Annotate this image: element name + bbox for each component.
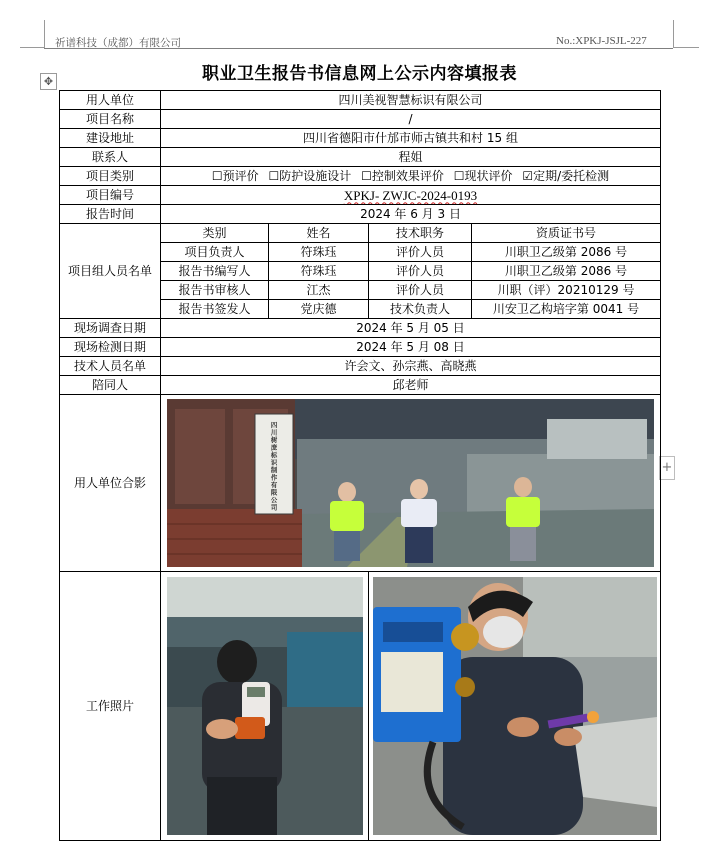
table-row	[60, 110, 661, 129]
table-row	[60, 167, 661, 186]
address-value[interactable]: 四川省德阳市什邡市师古镇共和村 15 组	[161, 129, 661, 148]
report-date-value[interactable]: 2024 年 6 月 3 日	[161, 205, 661, 224]
crop-mark	[20, 47, 44, 48]
crop-mark	[673, 47, 699, 48]
work-photo-noise-measurement[interactable]	[167, 577, 363, 835]
checkbox-empty-icon[interactable]: ☐	[453, 168, 465, 183]
team-cell-name[interactable]: 符珠珏	[269, 243, 369, 262]
project-number-text: XPKJ- ZWJC-2024-0193	[343, 187, 478, 203]
contact-label: 联系人	[60, 148, 161, 167]
table-move-handle-icon[interactable]: ✥	[40, 73, 57, 90]
sign-character: 制	[270, 466, 278, 474]
table-row	[60, 186, 661, 205]
crop-mark	[673, 20, 674, 48]
team-cell-name[interactable]: 符珠珏	[269, 262, 369, 281]
table-row	[60, 376, 661, 395]
work-photo-cell-right	[369, 572, 661, 841]
team-cell-role[interactable]: 报告书编写人	[161, 262, 269, 281]
testing-date-value[interactable]: 2024 年 5 月 08 日	[161, 338, 661, 357]
table-row	[60, 91, 661, 110]
add-column-icon[interactable]: +	[659, 456, 675, 480]
header-company: 祈谱科技（成都）有限公司	[55, 37, 181, 49]
work-photo-welding-sampling[interactable]	[373, 577, 657, 835]
employer-value[interactable]: 四川美视智慧标识有限公司	[161, 91, 661, 110]
team-label: 项目组人员名单	[60, 224, 161, 319]
team-cell-title[interactable]: 评价人员	[369, 262, 472, 281]
sign-character: 川	[270, 428, 278, 437]
group-photo[interactable]	[167, 399, 654, 567]
sign-character: 限	[270, 488, 278, 497]
table-row	[60, 338, 661, 357]
team-cell-title[interactable]: 评价人员	[369, 243, 472, 262]
technicians-label: 技术人员名单	[60, 357, 161, 376]
team-cell-certificate[interactable]: 川职卫乙级第 2086 号	[472, 262, 661, 281]
table-row	[60, 357, 661, 376]
address-label: 建设地址	[60, 129, 161, 148]
team-cell-role[interactable]: 报告书审核人	[161, 281, 269, 300]
report-date-label: 报告时间	[60, 205, 161, 224]
team-cell-certificate[interactable]: 川职（评）20210129 号	[472, 281, 661, 300]
checkbox-empty-icon[interactable]: ☐	[211, 168, 223, 183]
sign-character: 司	[270, 503, 278, 512]
table-row	[60, 205, 661, 224]
group-photo-cell	[161, 395, 661, 572]
document-title: 职业卫生报告书信息网上公示内容填报表	[202, 64, 517, 84]
team-cell-title[interactable]: 技术负责人	[369, 300, 472, 319]
team-cell-role[interactable]: 项目负责人	[161, 243, 269, 262]
team-header-certificate: 资质证书号	[472, 224, 661, 243]
header-doc-number: No.:XPKJ-JSJL-227	[556, 35, 647, 47]
escort-label: 陪同人	[60, 376, 161, 395]
project-number-label: 项目编号	[60, 186, 161, 205]
testing-date-label: 现场检测日期	[60, 338, 161, 357]
category-label: 项目类别	[60, 167, 161, 186]
category-options	[161, 167, 661, 186]
sign-character: 庞	[270, 443, 278, 452]
sign-character: 标	[270, 451, 278, 459]
team-header-title: 技术职务	[369, 224, 472, 243]
work-photo-right-image	[373, 577, 657, 835]
team-cell-name[interactable]: 党庆德	[269, 300, 369, 319]
survey-date-value[interactable]: 2024 年 5 月 05 日	[161, 319, 661, 338]
work-photos-label: 工作照片	[60, 572, 161, 841]
sign-character: 识	[270, 458, 278, 467]
employer-label: 用人单位	[60, 91, 161, 110]
header-rule	[44, 48, 673, 49]
technicians-value[interactable]: 许会文、孙宗燕、高晓燕	[161, 357, 661, 376]
group-photo-image	[167, 399, 654, 567]
table-row	[60, 395, 661, 572]
project-name-label: 项目名称	[60, 110, 161, 129]
team-header-name: 姓名	[269, 224, 369, 243]
sign-character: 树	[270, 436, 278, 444]
survey-date-label: 现场调查日期	[60, 319, 161, 338]
escort-value[interactable]: 邱老师	[161, 376, 661, 395]
category-option-periodic-testing[interactable]: ☑定期/委托检测	[522, 168, 610, 183]
table-row	[60, 224, 661, 243]
sign-character: 作	[270, 473, 278, 482]
table-row	[60, 148, 661, 167]
team-cell-certificate[interactable]: 川职卫乙级第 2086 号	[472, 243, 661, 262]
team-cell-role[interactable]: 报告书签发人	[161, 300, 269, 319]
project-number-value[interactable]	[161, 186, 661, 205]
table-row	[60, 129, 661, 148]
checkbox-checked-icon[interactable]: ☑	[522, 168, 534, 183]
contact-value[interactable]: 程姐	[161, 148, 661, 167]
category-option-control-effect[interactable]: ☐控制效果评价	[361, 168, 444, 183]
work-photo-left-image	[167, 577, 363, 835]
group-photo-label: 用人单位合影	[60, 395, 161, 572]
team-cell-title[interactable]: 评价人员	[369, 281, 472, 300]
team-cell-name[interactable]: 江杰	[269, 281, 369, 300]
project-name-value[interactable]: /	[161, 110, 661, 129]
sign-character: 公	[270, 496, 278, 504]
category-option-protection-design[interactable]: ☐防护设施设计	[268, 168, 352, 183]
team-cell-certificate[interactable]: 川安卫乙构培字第 0041 号	[472, 300, 661, 319]
sign-character: 有	[270, 481, 278, 489]
category-option-pre-evaluation[interactable]: ☐预评价	[211, 168, 259, 183]
disclosure-form-table	[59, 90, 661, 841]
team-header-category: 类别	[161, 224, 269, 243]
checkbox-empty-icon[interactable]: ☐	[361, 168, 372, 183]
category-option-status-evaluation[interactable]: ☐现状评价	[453, 168, 513, 183]
table-row	[60, 319, 661, 338]
sign-character: 四	[270, 421, 278, 429]
checkbox-empty-icon[interactable]: ☐	[268, 168, 280, 183]
work-photo-cell-left	[161, 572, 369, 841]
crop-mark	[44, 20, 45, 48]
table-row	[60, 572, 661, 841]
